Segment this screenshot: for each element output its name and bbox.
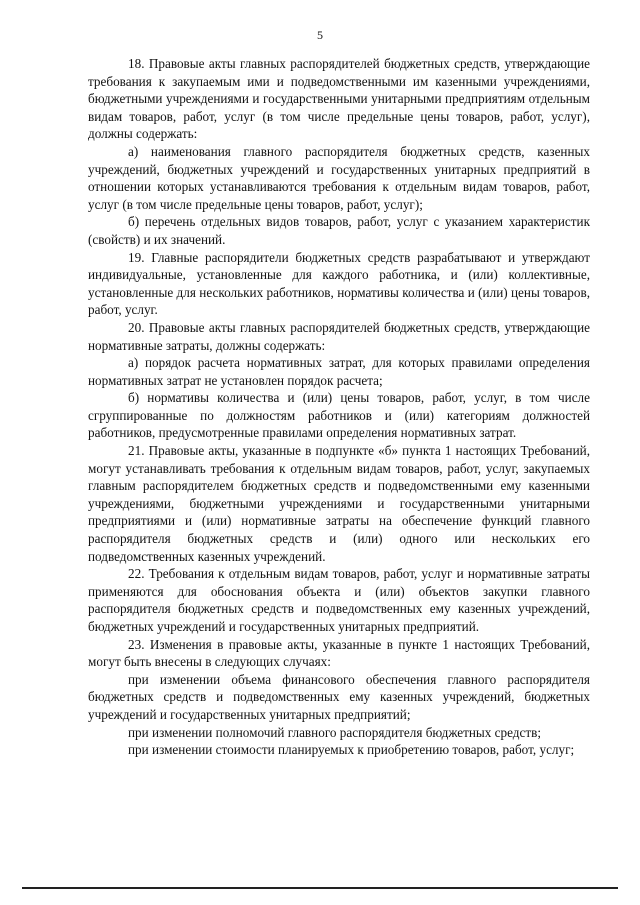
paragraph-18: 18. Правовые акты главных распорядителей бюджетных средств, утверждающие требования к закупаемым ими и подведомственными им казенными учреждениями, бюджетными учреждениями и государственными унитарными предприятиям отдельным видам товаров, работ, услуг (в том числе предельные цены товаров, работ, услуг), должны содержать:	[88, 56, 590, 142]
paragraph-20-b: б) нормативы количества и (или) цены товаров, работ, услуг, в том числе сгруппированные по должностям работников и (или) категориям должностей работников, предусмотренные правилами определения нормативных затрат.	[88, 390, 590, 441]
paragraph-23: 23. Изменения в правовые акты, указанные в пункте 1 настоящих Требований, могут быть внесены в следующих случаях:	[88, 636, 590, 670]
paragraph-23-case-powers: при изменении полномочий главного распорядителя бюджетных средств;	[128, 724, 542, 740]
document-body	[88, 55, 590, 759]
paragraph-18-b: б) перечень отдельных видов товаров, работ, услуг с указанием характеристик (свойств) и их значений.	[88, 214, 590, 247]
paragraph-19: 19. Главные распорядители бюджетных средств разрабатывают и утверждают индивидуальные, установленные для каждого работника, и (или) коллективные, установленные для нескольких работников, нормативы количества и (или) цены товаров, работ, услуг.	[88, 249, 590, 318]
page-number: 5	[317, 28, 323, 42]
paragraph-22: 22. Требования к отдельным видам товаров, работ, услуг и нормативные затраты применяются для обоснования объекта и (или) объектов закупки главного распорядителя бюджетных средств и подведомственных ему казенных учреждений, бюджетных учреждений и государственных унитарных предприятий.	[88, 566, 590, 634]
paragraph-23-case-cost: при изменении стоимости планируемых к приобретению товаров, работ, услуг;	[128, 742, 575, 758]
paragraph-20-a: а) порядок расчета нормативных затрат, для которых правилами определения нормативных затрат не установлен порядок расчета;	[88, 355, 590, 388]
paragraph-20: 20. Правовые акты главных распорядителей бюджетных средств, утверждающие нормативные затраты, должны содержать:	[88, 319, 590, 353]
paragraph-18-a: а) наименования главного распорядителя бюджетных средств, казенных учреждений, бюджетных учреждений и государственных унитарных предприятий в отношении которых устанавливаются требования к отдельным видам товаров, работ, услуг (в том числе предельные цены товаров, работ, услуг);	[88, 143, 590, 212]
paragraph-23-case-funding: при изменении объема финансового обеспечения главного распорядителя бюджетных средств и подведомственных ему казенных учреждений, бюджетных учреждений и государственных унитарных предприятий;	[88, 671, 590, 722]
paragraph-21: 21. Правовые акты, указанные в подпункте «б» пункта 1 настоящих Требований, могут устанавливать требования к отдельным видам товаров, работ, услуг, закупаемых главным распорядителем бюджетных средств и подведомственными ему казенными учреждениями, бюджетными учреждениями и государственными унитарными предприятиями и (или) нормативные затраты на обеспечение функций главного распорядителя бюджетных средств и (или) одного или нескольких его подведомственных казенных учреждений.	[88, 443, 590, 564]
page-bottom-rule	[22, 887, 618, 889]
